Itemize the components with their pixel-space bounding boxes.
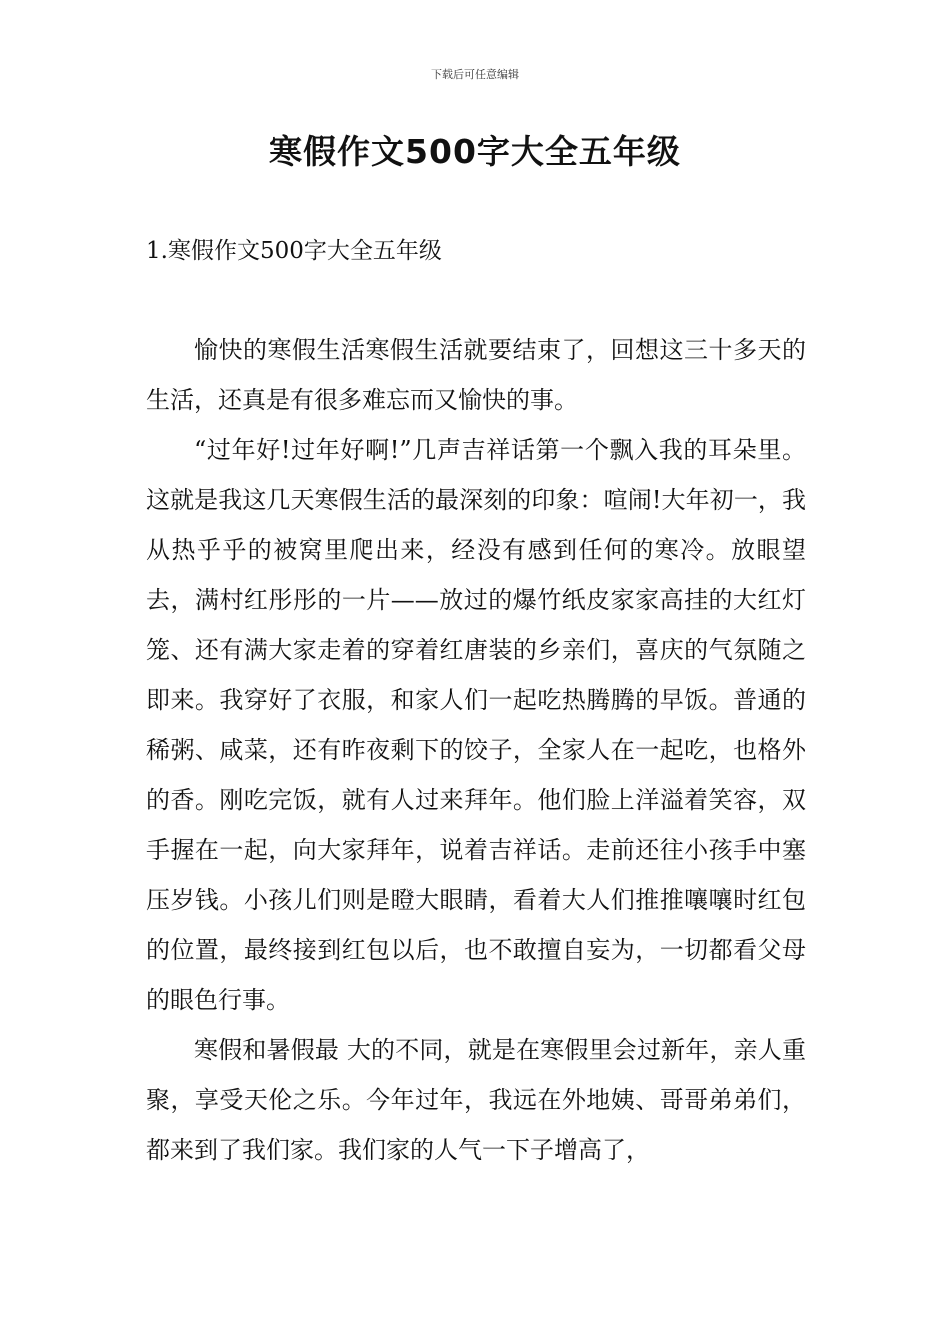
paragraph: “过年好!过年好啊!”几声吉祥话第一个飘入我的耳朵里。这就是我这几天寒假生活的最深刻的印象：喧闹!大年初一，我从热乎乎的被窝里爬出来，经没有感到任何的寒冷。放眼望去，满村红彤彤的一片——放过的爆竹纸皮家家高挂的大红灯笼、还有满大家走着的穿着红唐装的乡亲们，喜庆的气氛随之即来。我穿好了衣服，和家人们一起吃热腾腾的早饭。普通的稀粥、咸菜，还有昨夜剩下的饺子，全家人在一起吃，也格外的香。刚吃完饭，就有人过来拜年。他们脸上洋溢着笑容，双手握在一起，向大家拜年，说着吉祥话。走前还往小孩手中塞压岁钱。小孩儿们则是瞪大眼睛，看着大人们推推嚷嚷时红包的位置，最终接到红包以后，也不敢擅自妄为，一切都看父母的眼色行事。 xyxy=(146,436,806,1014)
paragraph: 愉快的寒假生活寒假生活就要结束了，回想这三十多天的生活，还真是有很多难忘而又愉快的事。 xyxy=(146,336,806,414)
header-note: 下载后可任意编辑 xyxy=(431,68,519,81)
document-title: 寒假作文500字大全五年级 xyxy=(269,132,681,171)
document-body xyxy=(146,325,806,1175)
section-heading: 1.寒假作文500字大全五年级 xyxy=(146,238,442,264)
paragraph: 寒假和暑假最 大的不同，就是在寒假里会过新年，亲人重聚，享受天伦之乐。今年过年，我远在外地姨、哥哥弟弟们，都来到了我们家。我们家的人气一下子增高了， xyxy=(146,1036,806,1164)
